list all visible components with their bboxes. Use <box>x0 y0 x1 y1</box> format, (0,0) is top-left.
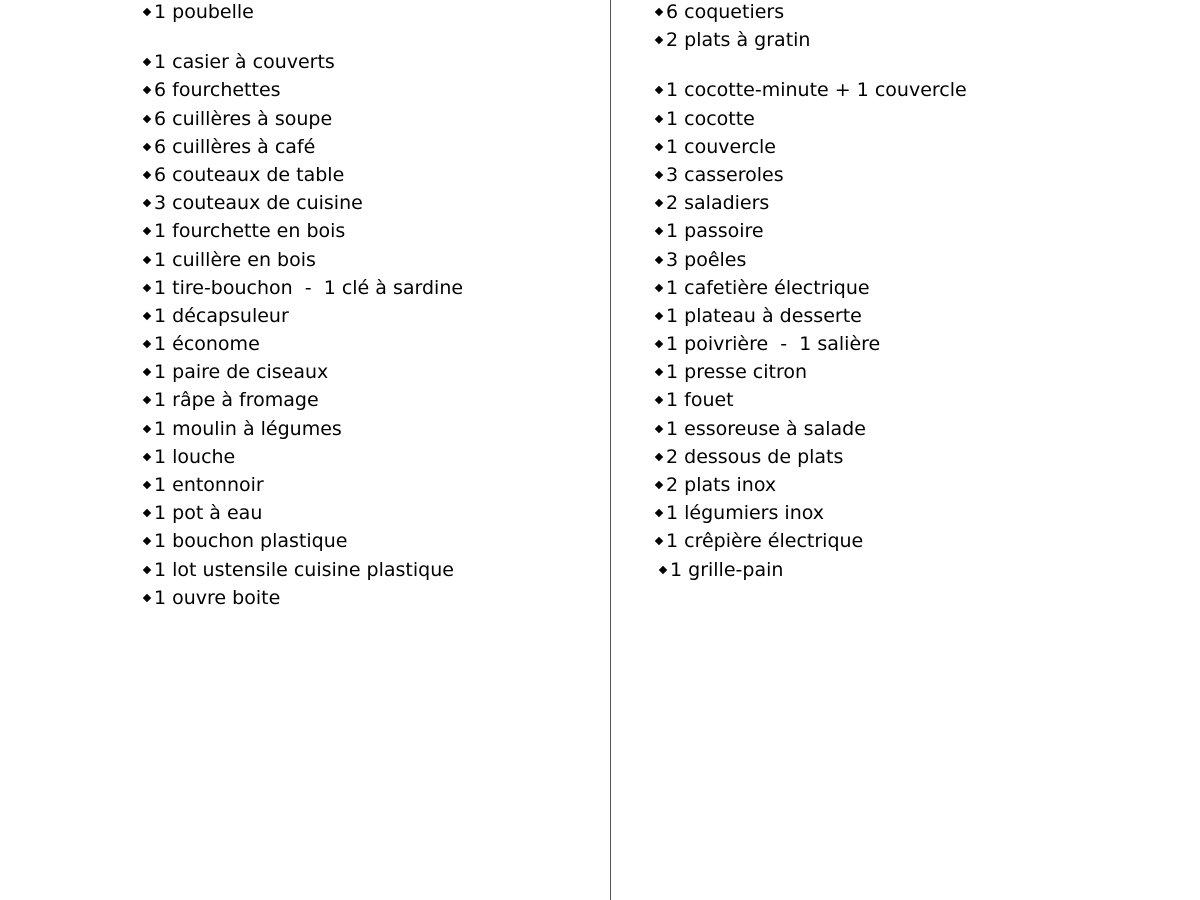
diamond-bullet-icon <box>655 509 663 517</box>
list-item <box>655 304 967 332</box>
list-item <box>143 163 463 191</box>
diamond-bullet-icon <box>655 312 663 320</box>
column-divider <box>610 0 611 900</box>
diamond-bullet-icon <box>655 86 663 94</box>
item-label: 1 moulin à légumes <box>154 417 342 440</box>
item-label: 2 plats inox <box>666 474 777 496</box>
item-label: 1 fouet <box>666 389 734 412</box>
list-item <box>143 0 463 28</box>
diamond-bullet-icon <box>655 481 663 489</box>
list-item <box>655 248 967 276</box>
diamond-bullet-icon <box>143 368 151 376</box>
diamond-bullet-icon <box>143 340 151 348</box>
item-label: 6 fourchettes <box>154 79 281 102</box>
list-item <box>143 360 463 388</box>
diamond-bullet-icon <box>143 424 151 432</box>
item-label: 1 plateau à desserte <box>666 304 862 327</box>
diamond-bullet-icon <box>655 537 663 545</box>
diamond-bullet-icon <box>143 594 151 602</box>
diamond-bullet-icon <box>143 8 151 16</box>
item-label: 1 paire de ciseaux <box>154 361 329 384</box>
item-label: 1 grille-pain <box>670 558 784 581</box>
list-item <box>143 191 463 219</box>
diamond-bullet-icon <box>143 114 151 122</box>
item-label: 2 plats à gratin <box>666 29 811 52</box>
item-label: 1 ouvre boite <box>154 586 281 609</box>
item-label: 1 essoreuse à salade <box>666 417 866 440</box>
diamond-bullet-icon <box>655 283 663 291</box>
item-label: 1 poivrière - 1 salière <box>666 333 881 356</box>
item-label: 1 poubelle <box>154 1 254 23</box>
item-label: 1 cocotte <box>666 107 755 130</box>
diamond-bullet-icon <box>659 565 667 573</box>
item-label: 2 dessous de plats <box>666 445 844 468</box>
diamond-bullet-icon <box>655 368 663 376</box>
diamond-bullet-icon <box>655 171 663 179</box>
diamond-bullet-icon <box>655 424 663 432</box>
diamond-bullet-icon <box>143 509 151 517</box>
diamond-bullet-icon <box>143 396 151 404</box>
diamond-bullet-icon <box>143 481 151 489</box>
item-label: 1 tire-bouchon - 1 clé à sardine <box>154 276 464 299</box>
list-item <box>655 276 967 304</box>
list-item <box>143 445 463 473</box>
list-item <box>655 388 967 416</box>
item-label: 1 fourchette en bois <box>154 220 346 243</box>
diamond-bullet-icon <box>655 255 663 263</box>
diamond-bullet-icon <box>655 36 663 44</box>
diamond-bullet-icon <box>143 199 151 207</box>
list-item <box>655 417 967 445</box>
diamond-bullet-icon <box>655 396 663 404</box>
list-item <box>143 529 463 557</box>
list-item <box>143 78 463 106</box>
list-item <box>655 529 967 557</box>
item-label: 1 légumiers inox <box>666 502 825 525</box>
item-label: 1 cafetière électrique <box>666 276 870 299</box>
item-label: 1 casier à couverts <box>154 51 335 74</box>
item-label: 1 cocotte-minute + 1 couvercle <box>666 79 967 102</box>
item-label: 1 crêpière électrique <box>666 530 864 553</box>
diamond-bullet-icon <box>143 312 151 320</box>
list-item <box>143 501 463 529</box>
list-item <box>655 107 967 135</box>
list-item <box>655 78 967 106</box>
diamond-bullet-icon <box>655 340 663 348</box>
item-label: 1 râpe à fromage <box>154 389 319 412</box>
diamond-bullet-icon <box>143 565 151 573</box>
item-label: 6 cuillères à soupe <box>154 107 333 130</box>
diamond-bullet-icon <box>143 58 151 66</box>
item-label: 1 passoire <box>666 220 764 243</box>
item-label: 1 presse citron <box>666 361 808 384</box>
list-item <box>143 332 463 360</box>
list-item <box>143 473 463 501</box>
list-item <box>143 219 463 247</box>
diamond-bullet-icon <box>655 199 663 207</box>
item-label: 2 saladiers <box>666 192 770 215</box>
diamond-bullet-icon <box>143 86 151 94</box>
item-label: 3 casseroles <box>666 163 784 186</box>
list-item <box>655 501 967 529</box>
list-item <box>143 558 463 586</box>
item-label: 6 couteaux de table <box>154 163 345 186</box>
list-item <box>655 0 967 28</box>
list-item <box>655 191 967 219</box>
item-label: 1 couvercle <box>666 135 776 158</box>
diamond-bullet-icon <box>655 143 663 151</box>
item-label: 1 lot ustensile cuisine plastique <box>154 558 454 581</box>
item-label: 6 cuillères à café <box>154 135 316 158</box>
list-item <box>143 276 463 304</box>
diamond-bullet-icon <box>655 453 663 461</box>
item-label: 1 pot à eau <box>154 502 263 525</box>
item-label: 1 cuillère en bois <box>154 248 316 271</box>
item-label: 1 décapsuleur <box>154 304 289 327</box>
list-item <box>655 473 967 501</box>
list-item <box>655 332 967 360</box>
diamond-bullet-icon <box>655 114 663 122</box>
list-item <box>655 360 967 388</box>
list-item <box>143 586 463 614</box>
item-label: 3 couteaux de cuisine <box>154 192 363 215</box>
item-label: 6 coquetiers <box>666 1 785 23</box>
diamond-bullet-icon <box>143 255 151 263</box>
left-inventory-list <box>143 0 463 614</box>
list-item <box>143 135 463 163</box>
diamond-bullet-icon <box>143 227 151 235</box>
list-item <box>143 388 463 416</box>
list-item <box>655 219 967 247</box>
list-item <box>143 304 463 332</box>
list-item <box>655 163 967 191</box>
diamond-bullet-icon <box>143 537 151 545</box>
diamond-bullet-icon <box>143 143 151 151</box>
diamond-bullet-icon <box>655 227 663 235</box>
list-item <box>143 248 463 276</box>
list-item <box>655 558 967 586</box>
list-item <box>143 417 463 445</box>
list-item <box>655 28 967 56</box>
list-item <box>655 135 967 163</box>
diamond-bullet-icon <box>143 171 151 179</box>
diamond-bullet-icon <box>143 283 151 291</box>
item-label: 3 poêles <box>666 248 747 271</box>
diamond-bullet-icon <box>655 8 663 16</box>
item-label: 1 louche <box>154 445 236 468</box>
item-label: 1 entonnoir <box>154 474 264 496</box>
item-label: 1 bouchon plastique <box>154 530 348 553</box>
item-label: 1 économe <box>154 333 260 356</box>
list-item <box>143 107 463 135</box>
list-item <box>143 50 463 78</box>
diamond-bullet-icon <box>143 453 151 461</box>
right-inventory-list <box>655 0 967 586</box>
list-item <box>655 445 967 473</box>
